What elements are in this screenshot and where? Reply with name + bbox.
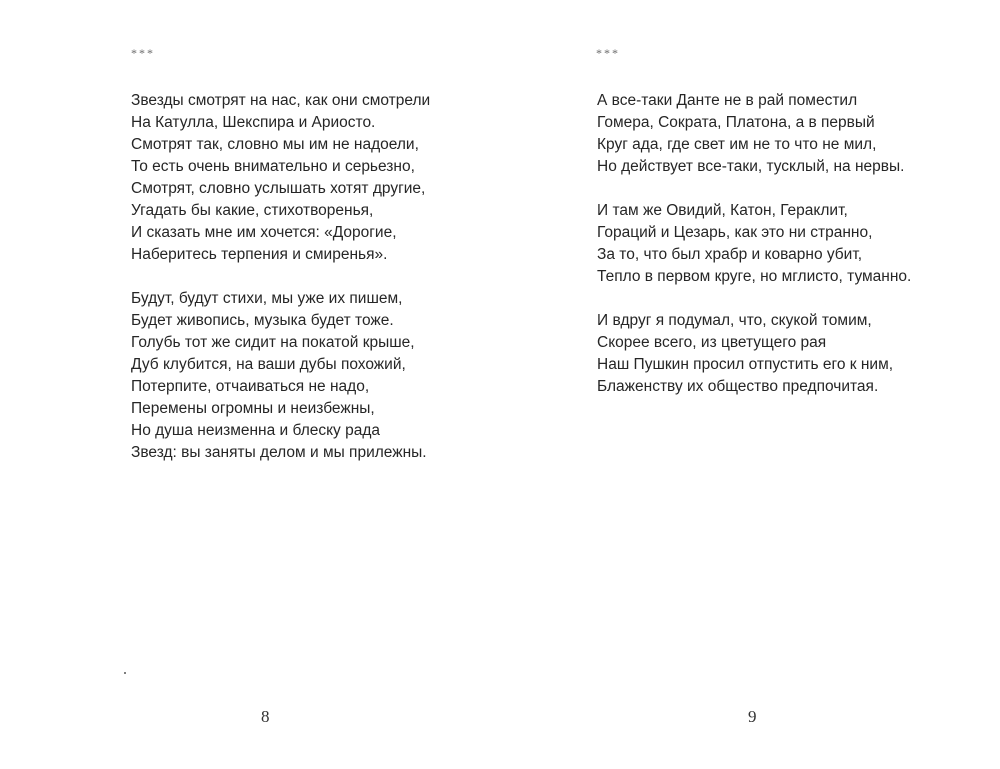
- poem-line: Смотрят, словно услышать хотят другие,: [131, 180, 426, 197]
- poem-line: Будут, будут стихи, мы уже их пишем,: [131, 290, 403, 307]
- poem-line: Звезд: вы заняты делом и мы прилежны.: [131, 444, 427, 461]
- right-poem: [597, 90, 911, 420]
- poem-line: Звезды смотрят на нас, как они смотрели: [131, 92, 431, 109]
- poem-line: Будет живопись, музыка будет тоже.: [131, 312, 394, 329]
- poem-line: Смотрят так, словно мы им не надоели,: [131, 136, 419, 153]
- right-asterism: ***: [596, 46, 620, 60]
- right-page: [500, 0, 1000, 769]
- paper-speck: [124, 672, 126, 674]
- poem-line: Наш Пушкин просил отпустить его к ним,: [597, 356, 894, 373]
- poem-line: И сказать мне им хочется: «Дорогие,: [131, 224, 397, 241]
- poem-line: Гораций и Цезарь, как это ни странно,: [597, 224, 873, 241]
- left-stanza-2: [131, 288, 430, 464]
- poem-line: И там же Овидий, Катон, Гераклит,: [597, 202, 848, 219]
- left-page-number: 8: [261, 707, 270, 726]
- poem-line: Угадать бы какие, стихотворенья,: [131, 202, 374, 219]
- poem-line: На Катулла, Шекспира и Ариосто.: [131, 114, 376, 131]
- left-stanza-1: [131, 90, 430, 266]
- poem-line: Тепло в первом круге, но мглисто, туманно.: [597, 268, 912, 285]
- poem-line: За то, что был храбр и коварно убит,: [597, 246, 863, 263]
- poem-line: Голубь тот же сидит на покатой крыше,: [131, 334, 415, 351]
- left-asterism: ***: [131, 46, 155, 60]
- poem-line: А все-таки Данте не в рай поместил: [597, 92, 858, 109]
- poem-line: Гомера, Сократа, Платона, а в первый: [597, 114, 875, 131]
- poem-line: Но душа неизменна и блеску рада: [131, 422, 381, 439]
- poem-line: Наберитесь терпения и смиренья».: [131, 246, 388, 263]
- poem-line: И вдруг я подумал, что, скукой томим,: [597, 312, 872, 329]
- poem-line: Круг ада, где свет им не то что не мил,: [597, 136, 877, 153]
- right-page-number: 9: [748, 707, 757, 726]
- poem-line: Скорее всего, из цветущего рая: [597, 334, 827, 351]
- right-stanza-1: [597, 90, 911, 178]
- poem-line: То есть очень внимательно и серьезно,: [131, 158, 415, 175]
- poem-line: Блаженству их общество предпочитая.: [597, 378, 879, 395]
- poem-line: Дуб клубится, на ваши дубы похожий,: [131, 356, 406, 373]
- poem-line: Перемены огромны и неизбежны,: [131, 400, 375, 417]
- right-stanza-3: [597, 310, 911, 398]
- poem-line: Но действует все-таки, тусклый, на нервы.: [597, 158, 905, 175]
- left-poem: [131, 90, 430, 486]
- poem-line: Потерпите, отчаиваться не надо,: [131, 378, 370, 395]
- right-stanza-2: [597, 200, 911, 288]
